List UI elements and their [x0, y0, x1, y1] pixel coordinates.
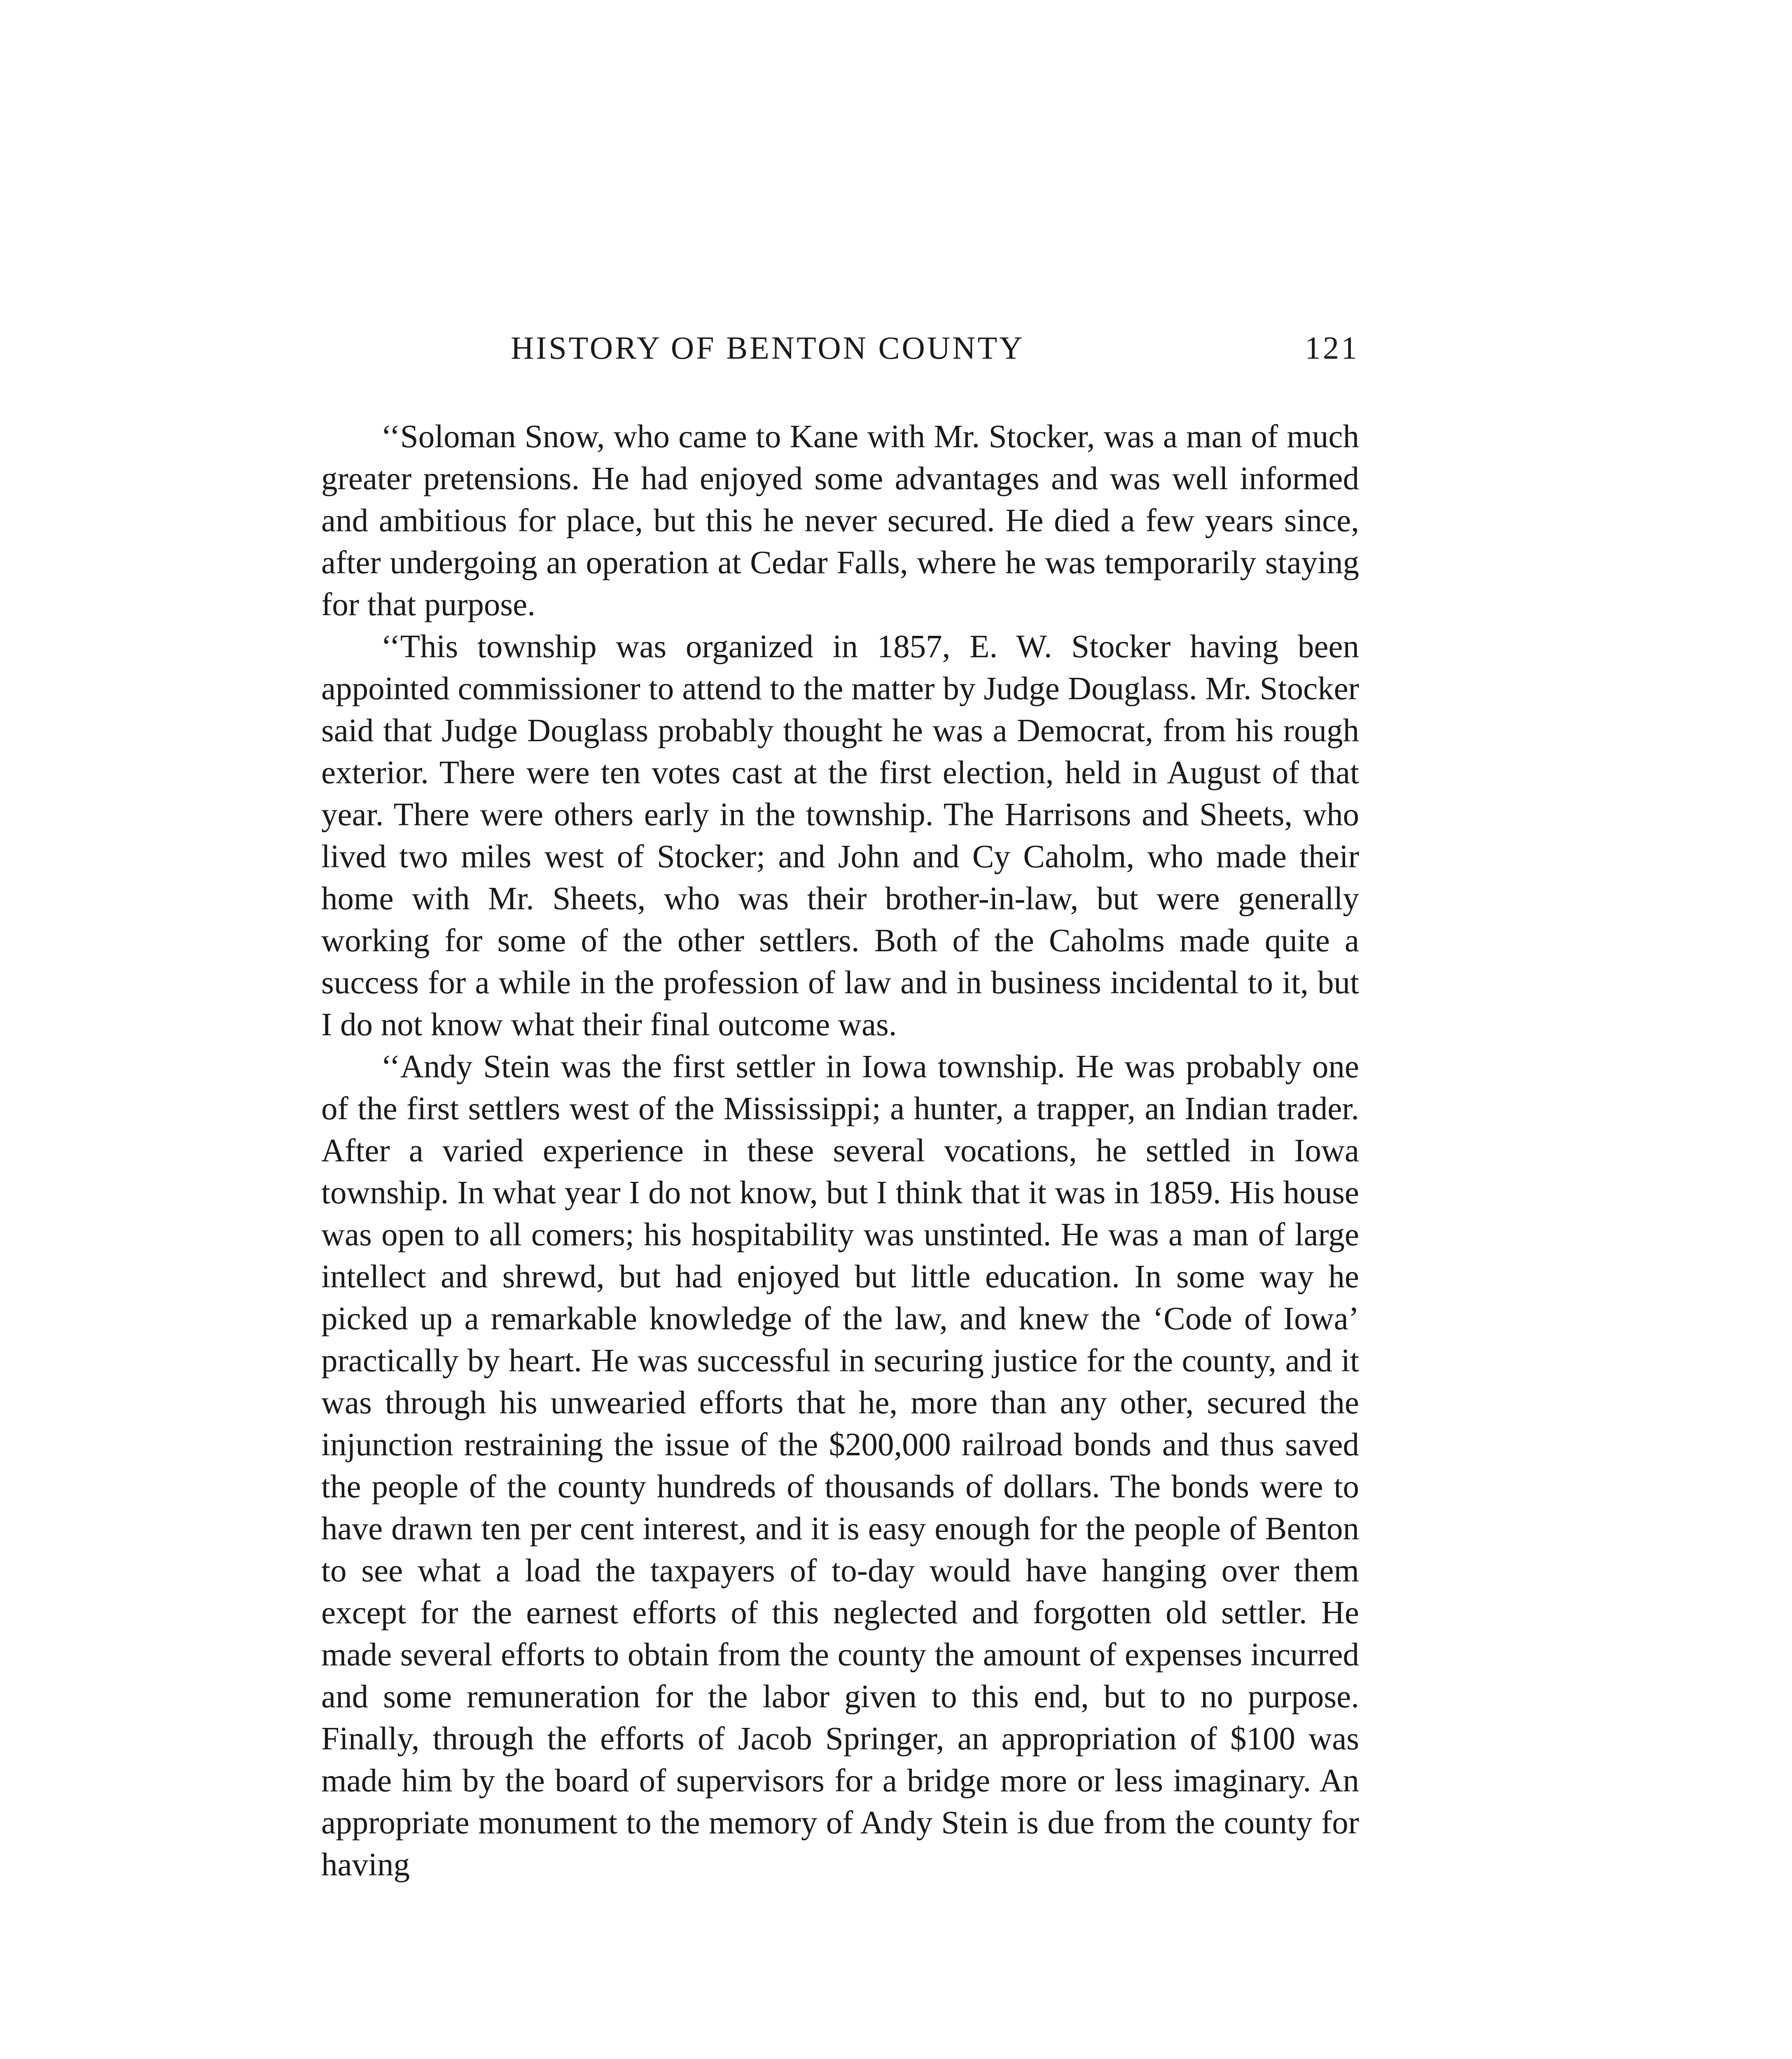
running-title: HISTORY OF BENTON COUNTY: [511, 330, 1025, 366]
body-text: [321, 416, 1359, 1886]
page-number: 121: [1305, 330, 1359, 366]
running-head: [321, 329, 1359, 379]
paragraph-township-organized: ‘‘This township was organized in 1857, E. W. Stocker having been appointed commissioner to attend to the matter by Judge Douglass. Mr. Stocker said that Judge Douglass probably thought he was a Democrat, from his rough exterior. There were ten votes cast at the first election, held in August of that year. There were others early in the township. The Harrisons and Sheets, who lived two miles west of Stocker; and John and Cy Caholm, who made their home with Mr. Sheets, who was their brother-in-law, but were generally working for some of the other settlers. Both of the Caholms made quite a success for a while in the profession of law and in business incidental to it, but I do not know what their final outcome was.: [321, 629, 1359, 1043]
paragraph-soloman-snow: ‘‘Soloman Snow, who came to Kane with Mr. Stocker, was a man of much greater pretensions. He had enjoyed some advantages and was well informed and ambitious for place, but this he never secured. He died a few years since, after undergoing an operation at Cedar Falls, where he was temporarily staying for that purpose.: [321, 419, 1359, 623]
paragraph-andy-stein: ‘‘Andy Stein was the first settler in Iowa township. He was probably one of the first settlers west of the Mississippi; a hunter, a trapper, an Indian trader. After a varied experience in these several vocations, he settled in Iowa township. In what year I do not know, but I think that it was in 1859. His house was open to all comers; his hospitability was unstinted. He was a man of large intellect and shrewd, but had enjoyed but little education. In some way he picked up a remarkable knowledge of the law, and knew the ‘Code of Iowa’ practically by heart. He was successful in securing justice for the county, and it was through his unwearied efforts that he, more than any other, secured the injunction restraining the issue of the $200,000 railroad bonds and thus saved the people of the county hundreds of thousands of dollars. The bonds were to have drawn ten per cent interest, and it is easy enough for the people of Benton to see what a load the taxpayers of to-day would have hanging over them except for the earnest efforts of this neglected and forgotten old settler. He made several efforts to obtain from the county the amount of expenses incurred and some remuneration for the labor given to this end, but to no purpose. Finally, through the efforts of Jacob Springer, an appropriation of $100 was made him by the board of supervisors for a bridge more or less imaginary. An appropriate monument to the memory of Andy Stein is due from the county for having: [321, 1049, 1359, 1883]
